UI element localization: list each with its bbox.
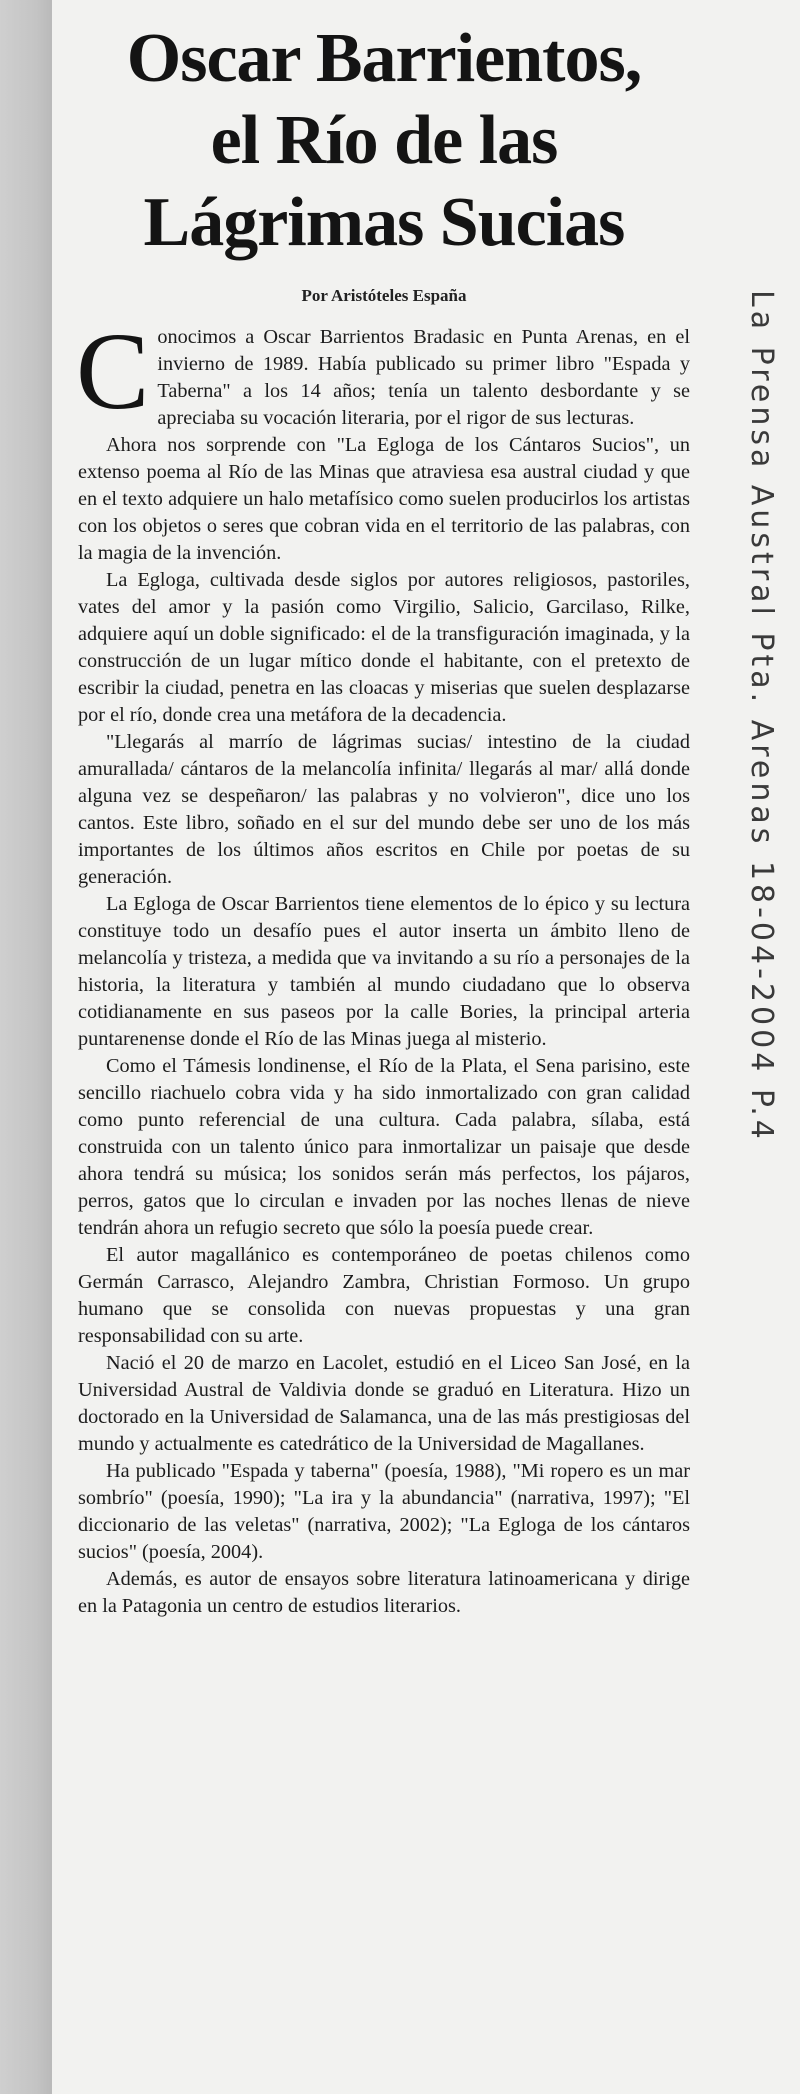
headline-line-1: Oscar Barrientos, bbox=[126, 20, 642, 97]
scan-left-edge bbox=[0, 0, 52, 2094]
paragraph-10: Además, es autor de ensayos sobre literatura latinoamericana y dirige en la Patagonia un centro de estudios literarios. bbox=[78, 1568, 690, 1617]
headline-line-3: Lágrimas Sucias bbox=[143, 184, 625, 261]
headline-line-2: el Río de las bbox=[210, 102, 558, 179]
paragraph-text: onocimos a Oscar Barrientos Bradasic en Punta Arenas, en el invierno de 1989. Había publicado su primer libro "Espada y Taberna" a los 14 años; tenía un talento desbordante y se apreciaba su vocación literaria, por el rigor de sus lecturas. bbox=[157, 326, 690, 429]
handwritten-source-citation bbox=[740, 290, 780, 1450]
article-body bbox=[76, 310, 690, 1620]
handwritten-text: La Prensa Austral Pta. Arenas 18-04-2004 P.4 bbox=[744, 290, 779, 1143]
drop-cap: C bbox=[76, 310, 150, 432]
paragraph-7: El autor magallánico es contemporáneo de poetas chilenos como Germán Carrasco, Alejandro Zambra, Christian Formoso. Un grupo humano que se consolida con nuevas propuestas y una gran responsabilidad con su arte. bbox=[78, 1244, 690, 1347]
paragraph-5: La Egloga de Oscar Barrientos tiene elementos de lo épico y su lectura constituye todo un desafío pues el autor inserta un ámbito lleno de melancolía y tristeza, a medida que va invitando a su río a personajes de la historia, la literatura y también al mundo ciudadano que lo observa cotidianamente en sus paseos por la calle Bories, la principal arteria puntarenense donde el Río de las Minas juega al misterio. bbox=[78, 893, 690, 1050]
paragraph-9: Ha publicado "Espada y taberna" (poesía, 1988), "Mi ropero es un mar sombrío" (poesía, 1990); "La ira y la abundancia" (narrativa, 1997); "El diccionario de las veletas" (narrativa, 2002); "La Egloga de los cántaros sucios" (poesía, 2004). bbox=[78, 1460, 690, 1563]
article-clipping bbox=[78, 18, 690, 2038]
article-headline bbox=[78, 18, 690, 264]
paragraph-4-quote: "Llegarás al marrío de lágrimas sucias/ intestino de la ciudad amurallada/ cántaros de la melancolía infinita/ llegarás al mar/ allá donde alguna vez se despeñaron/ las palabras y no volvieron", dice uno los cantos. Este libro, soñado en el sur del mundo debe ser uno de los más importantes de los últimos años escritos en Chile por poetas de su generación. bbox=[78, 731, 690, 888]
paragraph-6: Como el Támesis londinense, el Río de la Plata, el Sena parisino, este sencillo riachuelo cobra vida y ha sido inmortalizado con gran calidad como punto referencial de una cultura. Cada palabra, sílaba, está construida con un talento único para inmortalizar un paisaje que desde ahora tendrá su música; los sonidos serán más perfectos, los pájaros, perros, gatos que lo circulan e invaden por las noches llenas de nieve tendrán ahora un refugio secreto que sólo la poesía puede crear. bbox=[78, 1055, 690, 1239]
handwritten-margin-note bbox=[740, 290, 780, 1450]
paragraph-1 bbox=[76, 310, 690, 432]
paragraph-3: La Egloga, cultivada desde siglos por autores religiosos, pastoriles, vates del amor y la pasión como Virgilio, Salicio, Garcilaso, Rilke, adquiere aquí un doble significado: el de la transfiguración imaginada, y la construcción de un lugar mítico donde el habitante, con el pretexto de escribir la ciudad, penetra en las cloacas y miserias que suelen desplazarse por el río, donde crea una metáfora de la decadencia. bbox=[78, 569, 690, 726]
paragraph-8: Nació el 20 de marzo en Lacolet, estudió en el Liceo San José, en la Universidad Austral de Valdivia donde se graduó en Literatura. Hizo un doctorado en la Universidad de Salamanca, una de las más prestigiosas del mundo y actualmente es catedrático de la Universidad de Magallanes. bbox=[78, 1352, 690, 1455]
article-byline: Por Aristóteles España bbox=[301, 286, 467, 305]
paragraph-2: Ahora nos sorprende con "La Egloga de los Cántaros Sucios", un extenso poema al Río de las Minas que atraviesa esa austral ciudad y que en el texto adquiere un halo metafísico como suelen producirlos los artistas con los objetos o seres que cobran vida en el territorio de las palabras, con la magia de la invención. bbox=[78, 434, 690, 564]
